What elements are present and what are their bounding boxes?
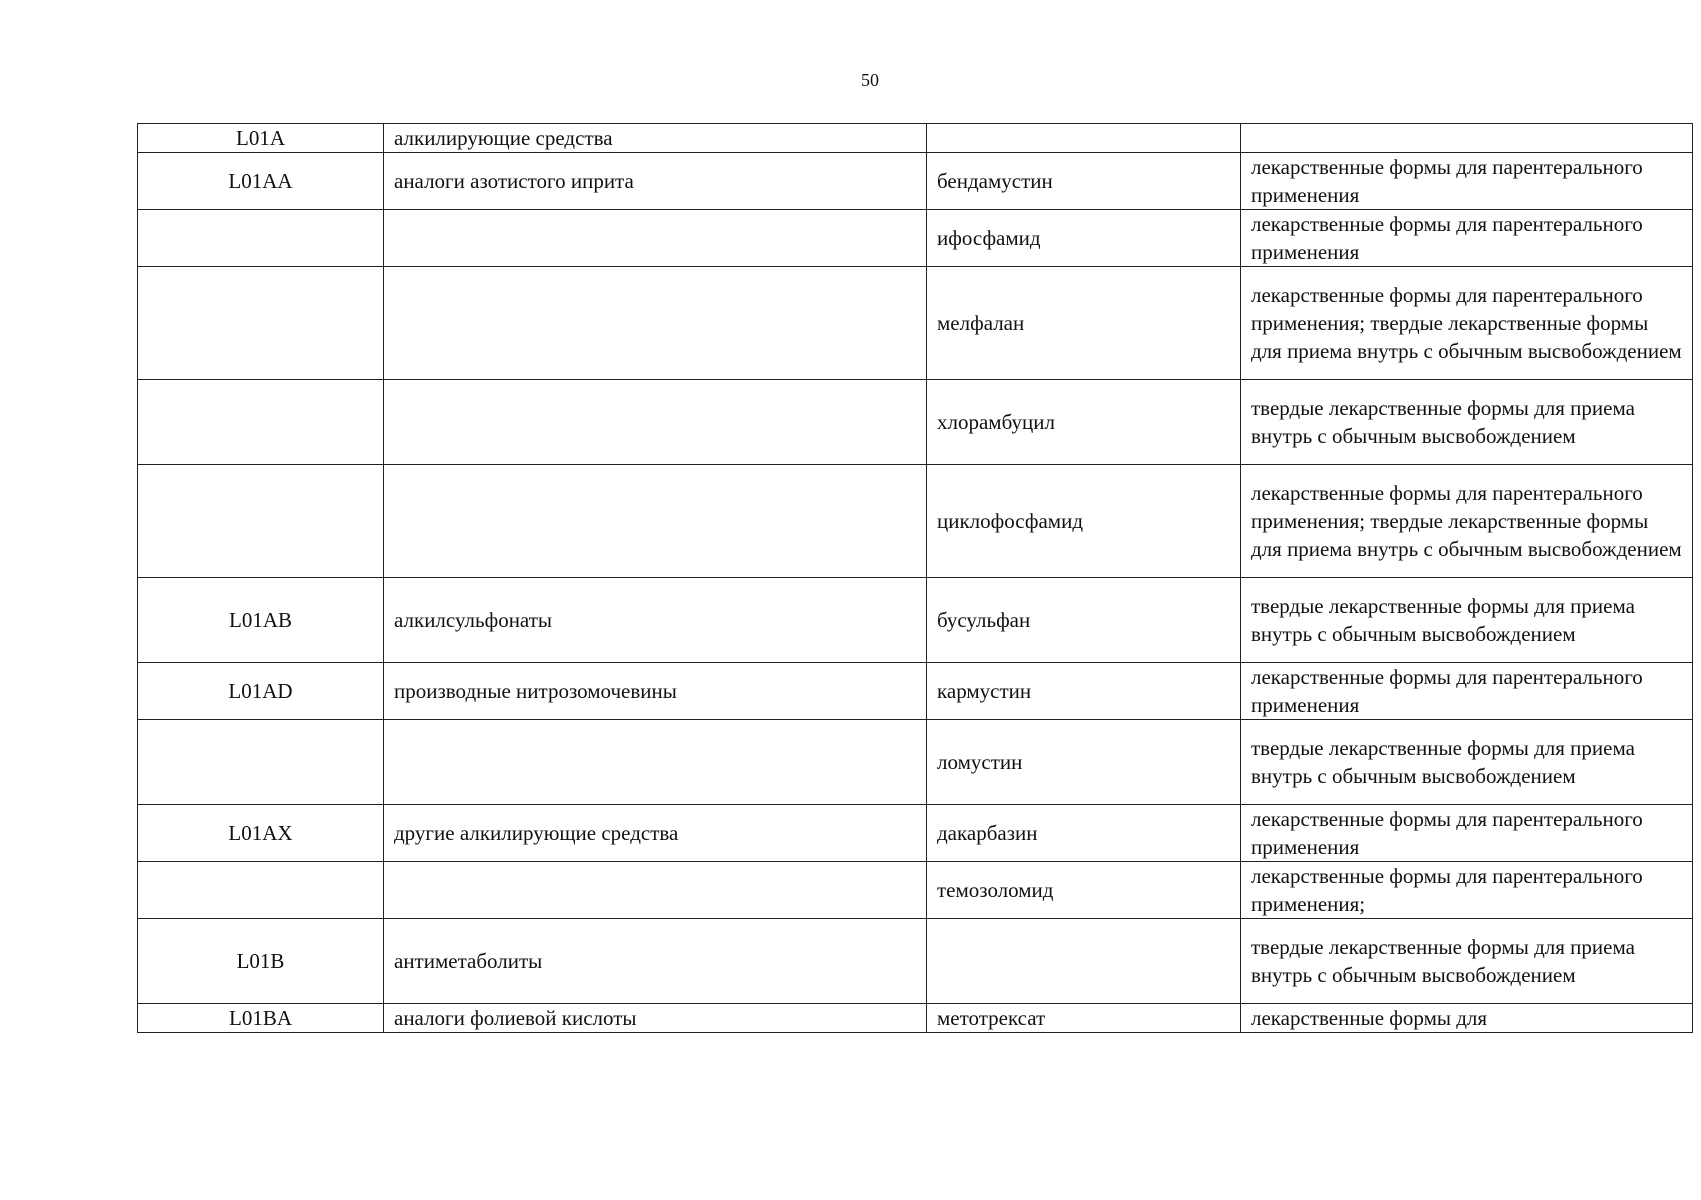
atc-code [138, 862, 384, 919]
drug-name: бусульфан [927, 578, 1241, 663]
group-name: аналоги фолиевой кислоты [384, 1004, 927, 1033]
dosage-form: твердые лекарственные формы для приема внутрь с обычным высвобождением [1241, 919, 1693, 1004]
table-row [138, 380, 1693, 465]
group-name [384, 380, 927, 465]
atc-code: L01B [138, 919, 384, 1004]
table-row [138, 919, 1693, 1004]
drug-name: ифосфамид [927, 210, 1241, 267]
group-name: производные нитрозомочевины [384, 663, 927, 720]
table-row [138, 124, 1693, 153]
table-row [138, 210, 1693, 267]
drug-name: кармустин [927, 663, 1241, 720]
atc-code: L01A [138, 124, 384, 153]
dosage-form: лекарственные формы для парентерального применения; твердые лекарственные формы для приема внутрь с обычным высвобождением [1241, 267, 1693, 380]
table-row [138, 1004, 1693, 1033]
drug-name: хлорамбуцил [927, 380, 1241, 465]
drug-table [137, 123, 1693, 1033]
dosage-form: твердые лекарственные формы для приема внутрь с обычным высвобождением [1241, 578, 1693, 663]
drug-name: ломустин [927, 720, 1241, 805]
table-row [138, 153, 1693, 210]
group-name: антиметаболиты [384, 919, 927, 1004]
atc-code: L01AB [138, 578, 384, 663]
dosage-form: лекарственные формы для парентерального применения [1241, 663, 1693, 720]
drug-name: мелфалан [927, 267, 1241, 380]
group-name: аналоги азотистого иприта [384, 153, 927, 210]
dosage-form: лекарственные формы для [1241, 1004, 1693, 1033]
atc-code [138, 210, 384, 267]
page-number: 50 [861, 70, 879, 90]
drug-name [927, 919, 1241, 1004]
drug-name: темозоломид [927, 862, 1241, 919]
atc-code [138, 267, 384, 380]
table-row [138, 267, 1693, 380]
table-row [138, 663, 1693, 720]
dosage-form: твердые лекарственные формы для приема внутрь с обычным высвобождением [1241, 720, 1693, 805]
atc-code: L01AD [138, 663, 384, 720]
atc-code [138, 380, 384, 465]
atc-code [138, 465, 384, 578]
group-name [384, 720, 927, 805]
dosage-form: лекарственные формы для парентерального применения [1241, 210, 1693, 267]
dosage-form: лекарственные формы для парентерального применения [1241, 805, 1693, 862]
table-row [138, 720, 1693, 805]
dosage-form: лекарственные формы для парентерального применения; твердые лекарственные формы для приема внутрь с обычным высвобождением [1241, 465, 1693, 578]
atc-code: L01BA [138, 1004, 384, 1033]
table-row [138, 465, 1693, 578]
group-name [384, 465, 927, 578]
group-name: алкилсульфонаты [384, 578, 927, 663]
atc-code: L01AX [138, 805, 384, 862]
group-name: другие алкилирующие средства [384, 805, 927, 862]
atc-code [138, 720, 384, 805]
table-row [138, 805, 1693, 862]
drug-name: циклофосфамид [927, 465, 1241, 578]
dosage-form: лекарственные формы для парентерального применения; [1241, 862, 1693, 919]
table-row [138, 578, 1693, 663]
group-name [384, 862, 927, 919]
drug-name: метотрексат [927, 1004, 1241, 1033]
group-name: алкилирующие средства [384, 124, 927, 153]
table-row [138, 862, 1693, 919]
dosage-form: лекарственные формы для парентерального применения [1241, 153, 1693, 210]
drug-name: дакарбазин [927, 805, 1241, 862]
drug-name: бендамустин [927, 153, 1241, 210]
drug-name [927, 124, 1241, 153]
group-name [384, 210, 927, 267]
dosage-form [1241, 124, 1693, 153]
group-name [384, 267, 927, 380]
dosage-form: твердые лекарственные формы для приема внутрь с обычным высвобождением [1241, 380, 1693, 465]
atc-code: L01AA [138, 153, 384, 210]
